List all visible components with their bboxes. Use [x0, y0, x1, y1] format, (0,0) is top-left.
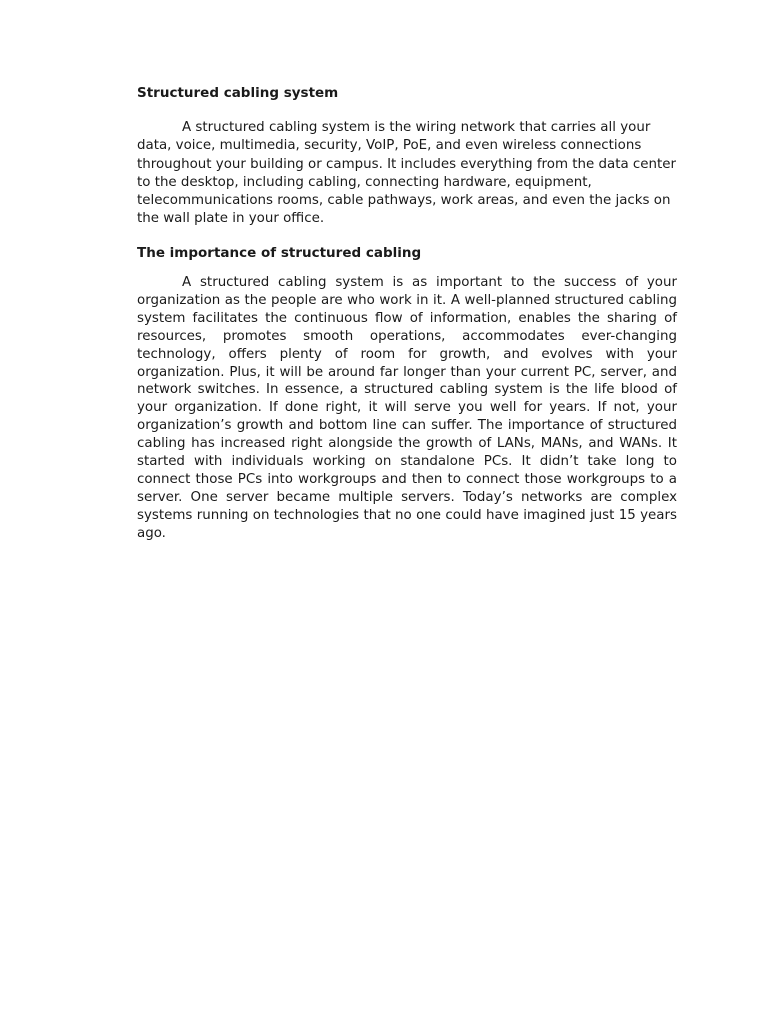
section-heading-structured-cabling-system: Structured cabling system	[137, 85, 339, 101]
section-heading-importance: The importance of structured cabling	[137, 245, 422, 261]
section-paragraph-definition: A structured cabling system is the wiring network that carries all your data, voice, multimedia, security, VoIP, PoE, and even wireless connections throughout your building or campus. It includes everything from the data center to the desktop, including cabling, connecting hardware, equipment, telecommunications rooms, cable pathways, work areas, and even the jacks on the wall plate in your office.	[137, 120, 676, 227]
section-paragraph-importance: A structured cabling system is as important to the success of your organization as the people are who work in it. A well-planned structured cabling system facilitates the continuous flow of information, enables the sharing of resources, promotes smooth operations, accommodates ever-changing technology, offers plenty of room for growth, and evolves with your organization. Plus, it will be around far longer than your current PC, server, and network switches. In essence, a structured cabling system is the life blood of your organization. If done right, it will serve you well for years. If not, your organization’s growth and bottom line can suffer. The importance of structured cabling has increased right alongside the growth of LANs, MANs, and WANs. It started with individuals working on standalone PCs. It didn’t take long to connect those PCs into workgroups and then to connect those workgroups to a server. One server became multiple servers. Today’s networks are complex systems running on technologies that no one could have imagined just 15 years ago.	[137, 275, 677, 541]
